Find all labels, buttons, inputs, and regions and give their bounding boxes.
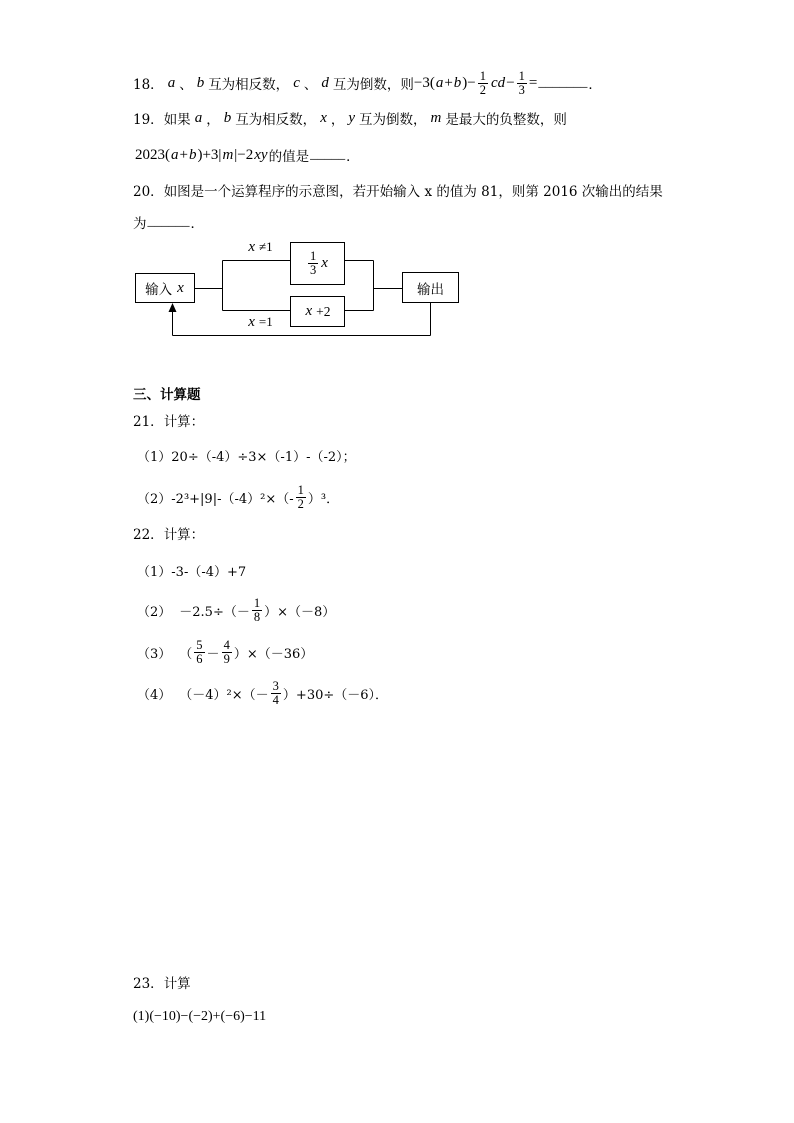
question-text: 如果	[163, 112, 191, 128]
fraction-denominator: 3	[518, 82, 525, 97]
fraction	[296, 484, 306, 511]
question-text: 为	[133, 216, 147, 232]
input-label: 输入	[145, 282, 173, 298]
fraction	[478, 70, 488, 97]
fraction-numerator: 1	[518, 68, 525, 83]
fraction-numerator: 1	[479, 68, 487, 83]
math-operator: +	[179, 146, 188, 163]
fraction-numerator: 1	[310, 249, 317, 263]
fraction	[271, 680, 281, 707]
lower-condition-label	[237, 314, 283, 330]
math-expression: ）×（－8）	[264, 604, 336, 620]
math-variable: b	[223, 109, 232, 126]
question-number: 22．	[133, 527, 164, 543]
math-expression: ）+30÷（－6）．	[282, 687, 389, 703]
math-variable: b	[188, 146, 197, 163]
question-21-part-2	[137, 480, 339, 514]
question-18	[133, 66, 602, 100]
condition-relation: ≠1	[259, 239, 273, 254]
question-number: 23．	[133, 976, 164, 992]
operation-variable: x	[321, 255, 328, 271]
question-text: 互为相反数，	[208, 77, 290, 93]
fraction	[308, 250, 318, 277]
fraction-denominator: 4	[272, 692, 279, 707]
question-text: 计算	[163, 976, 191, 992]
question-text: 如图是一个运算程序的示意图，若开始输入 x 的值为 81，则第 2016 次输出的结果	[163, 184, 663, 200]
question-text: 、	[303, 77, 318, 93]
math-expression: ）³．	[307, 491, 340, 507]
fraction-denominator: 2	[479, 82, 487, 97]
operation-variable: x	[305, 303, 313, 319]
question-21-title	[133, 410, 204, 430]
fraction-denominator: 3	[310, 263, 317, 277]
operation-term: +2	[316, 303, 331, 319]
fraction-numerator: 4	[223, 637, 230, 652]
math-term: −3	[413, 74, 430, 91]
math-variable: xy	[254, 146, 268, 163]
part-label: （1）	[137, 449, 172, 465]
question-22-part-1	[137, 560, 246, 580]
input-box	[135, 273, 195, 303]
question-text: 的值是	[268, 149, 310, 165]
question-text: 互为相反数，	[235, 112, 317, 128]
fraction-numerator: 5	[196, 637, 203, 652]
math-variable: a	[435, 74, 444, 91]
fraction	[252, 597, 262, 624]
question-text: 互为倒数，	[359, 112, 427, 128]
part-label: (1)	[133, 1009, 150, 1024]
math-term: |−2	[234, 146, 254, 163]
math-operator: +	[444, 74, 453, 91]
feedback-arrowhead	[169, 303, 177, 312]
question-23-part-1	[133, 1007, 266, 1027]
math-term: 2023(	[135, 146, 170, 163]
condition-relation: =1	[258, 314, 273, 329]
math-expression: －2.5÷（－	[179, 604, 250, 620]
lower-operation-box	[290, 296, 345, 327]
fraction	[517, 70, 527, 97]
math-variable: c	[293, 74, 300, 91]
question-20-line-2	[133, 212, 204, 232]
question-text: ，	[206, 112, 220, 128]
question-text: ，	[330, 112, 345, 128]
question-text: ．	[588, 77, 602, 93]
question-23-title	[133, 972, 191, 992]
math-operator: −	[467, 74, 476, 91]
fraction-numerator: 1	[253, 595, 261, 610]
math-operator: －	[206, 646, 220, 662]
math-variable: a	[167, 74, 176, 91]
condition-variable: x	[248, 313, 255, 330]
answer-blank: _______	[538, 75, 588, 90]
math-expression: 20÷（-4）÷3×（-1）-（-2）；	[171, 449, 356, 465]
math-operator: =	[528, 74, 538, 91]
fraction-denominator: 8	[253, 609, 261, 624]
upper-condition-label	[237, 239, 283, 255]
question-21-part-1	[137, 445, 356, 465]
fraction	[194, 639, 204, 666]
question-number: 19．	[133, 112, 164, 128]
question-19-line-2	[135, 145, 360, 165]
fraction-numerator: 1	[297, 482, 304, 497]
question-text: 是最大的负整数，则	[445, 112, 567, 128]
math-variable: x	[320, 109, 327, 126]
program-flowchart	[120, 235, 480, 345]
part-label: （2）	[137, 491, 172, 507]
math-expression: -3-（-4）+7	[171, 564, 247, 580]
question-number: 20．	[133, 184, 164, 200]
math-term: )+3|	[197, 146, 222, 163]
section-title: 三、计算题	[133, 387, 201, 403]
math-paren: )	[462, 74, 468, 91]
math-expression: （－4）²×（－	[179, 687, 269, 703]
question-text: ．	[190, 216, 204, 232]
upper-operation-box	[290, 242, 345, 285]
fraction-numerator: 3	[272, 678, 279, 693]
math-expression: -2³+|9|-（-4）²×（-	[171, 491, 294, 507]
answer-blank: ______	[147, 214, 190, 229]
question-number: 18．	[133, 77, 164, 93]
math-paren: (	[429, 74, 435, 91]
question-text: 、	[179, 77, 193, 93]
part-label: （2）	[137, 604, 172, 620]
question-22-part-4	[137, 676, 388, 710]
question-text: 计算：	[163, 414, 205, 430]
question-text: 互为倒数，则	[332, 77, 414, 93]
section-heading	[133, 383, 201, 403]
fraction	[222, 639, 232, 666]
output-label: 输出	[417, 281, 444, 298]
question-22-part-3	[137, 635, 313, 669]
math-variable: y	[348, 109, 356, 126]
math-variable: cd	[491, 74, 506, 91]
part-label: （1）	[137, 564, 172, 580]
math-operator: −	[506, 74, 515, 91]
fraction-denominator: 6	[196, 651, 203, 666]
math-variable: b	[196, 74, 205, 91]
math-variable: a	[194, 109, 203, 126]
question-number: 21．	[133, 414, 164, 430]
math-variable: m	[430, 109, 442, 126]
math-variable: b	[453, 74, 462, 91]
math-variable: m	[222, 146, 234, 163]
math-variable: d	[321, 74, 329, 91]
math-expression: ）×（－36）	[233, 646, 314, 662]
question-22-part-2	[137, 593, 335, 627]
math-variable: a	[171, 146, 179, 163]
question-22-title	[133, 523, 204, 543]
question-19-line-1	[133, 108, 567, 128]
question-20-line-1	[133, 180, 663, 200]
math-expression: （	[179, 646, 193, 662]
fraction-denominator: 9	[223, 651, 230, 666]
output-box	[402, 272, 459, 303]
condition-variable: x	[248, 238, 256, 255]
question-text: 计算：	[163, 527, 205, 543]
answer-blank: _____	[310, 147, 346, 162]
question-text: ．	[346, 149, 360, 165]
math-expression: (−10)−(−2)+(−6)−11	[149, 1009, 267, 1024]
fraction-denominator: 2	[297, 496, 304, 511]
input-variable: x	[177, 279, 184, 296]
part-label: （4）	[137, 687, 172, 703]
part-label: （3）	[137, 646, 172, 662]
